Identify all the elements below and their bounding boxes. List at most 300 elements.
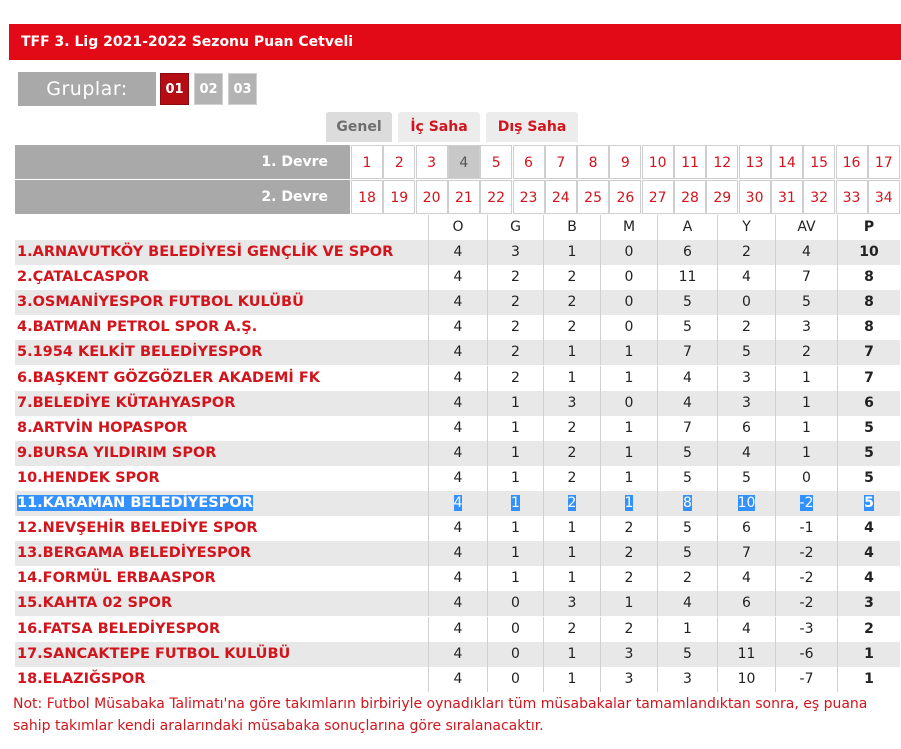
team-name: 5.1954 KELKİT BELEDİYESPOR bbox=[17, 344, 263, 361]
cell-goals-for bbox=[657, 240, 717, 265]
cell-value: 10 bbox=[859, 244, 879, 260]
week-10-button[interactable]: 10 bbox=[642, 145, 674, 179]
team-name: 6.BAŞKENT GÖZGÖZLER AKADEMİ FK bbox=[17, 369, 321, 386]
cell-value: 2 bbox=[567, 419, 577, 436]
cell-value: 4 bbox=[683, 595, 692, 612]
cell-drawn bbox=[543, 240, 600, 265]
week-29-button[interactable]: 29 bbox=[706, 180, 738, 214]
column-header-played: O bbox=[428, 215, 487, 240]
cell-value: 0 bbox=[511, 620, 520, 637]
cell-value: 4 bbox=[683, 394, 692, 411]
cell-lost bbox=[600, 315, 657, 340]
cell-played bbox=[428, 642, 487, 667]
table-row bbox=[15, 240, 900, 265]
cell-value: 2 bbox=[567, 444, 577, 461]
column-header-goals-for: A bbox=[657, 215, 717, 240]
cell-played bbox=[428, 315, 487, 340]
table-header bbox=[15, 215, 900, 240]
cell-lost bbox=[600, 240, 657, 265]
week-26-button[interactable]: 26 bbox=[609, 180, 641, 214]
cell-won bbox=[487, 416, 543, 441]
cell-value: 1 bbox=[567, 244, 577, 260]
cell-drawn bbox=[543, 441, 600, 466]
week-20-button[interactable]: 20 bbox=[416, 180, 448, 214]
cell-value: 1 bbox=[802, 419, 811, 436]
cell-value: 2 bbox=[511, 269, 520, 286]
cell-value: 0 bbox=[802, 469, 811, 486]
cell-value: 1 bbox=[624, 419, 634, 436]
cell-points bbox=[837, 265, 900, 290]
group-button-01[interactable]: 01 bbox=[160, 73, 189, 105]
cell-goals-for bbox=[657, 290, 717, 315]
cell-goal-diff bbox=[775, 441, 837, 466]
cell-value: -1 bbox=[799, 520, 814, 537]
cell-value: 4 bbox=[453, 269, 463, 286]
cell-points bbox=[837, 642, 900, 667]
table-row bbox=[15, 491, 900, 516]
cell-value: -2 bbox=[799, 545, 814, 562]
cell-value: 7 bbox=[683, 344, 692, 361]
cell-points bbox=[837, 290, 900, 315]
cell-points bbox=[837, 541, 900, 566]
cell-value: 4 bbox=[453, 469, 463, 486]
table-row bbox=[15, 265, 900, 290]
week-25-button[interactable]: 25 bbox=[577, 180, 609, 214]
cell-played bbox=[428, 340, 487, 365]
team-link[interactable] bbox=[17, 591, 172, 616]
footnote: Not: Futbol Müsabaka Talimatı'na göre takımların birbiriyle oynadıkları tüm müsabakalar tamamlandıktan sonra, eş puana sahip takımlar kendi aralarındaki müsabaka sonuçlarına göre sıralanacaktır. bbox=[13, 696, 868, 734]
cell-lost bbox=[600, 416, 657, 441]
week-16-button[interactable]: 16 bbox=[836, 145, 868, 179]
cell-lost bbox=[600, 491, 657, 516]
cell-won bbox=[487, 642, 543, 667]
cell-value: 5 bbox=[742, 344, 751, 361]
tab-genel[interactable]: Genel bbox=[326, 112, 392, 142]
cell-goals-for bbox=[657, 366, 717, 391]
cell-goal-diff bbox=[775, 566, 837, 591]
cell-goal-diff bbox=[775, 466, 837, 491]
cell-goals-against bbox=[717, 591, 775, 616]
cell-value: 3 bbox=[683, 670, 692, 687]
second-half-label: 2. Devre bbox=[15, 180, 350, 214]
week-30-button[interactable]: 30 bbox=[739, 180, 771, 214]
cell-value: 4 bbox=[802, 244, 811, 260]
team-link[interactable] bbox=[17, 265, 149, 290]
cell-value: 5 bbox=[742, 469, 751, 486]
cell-value: 2 bbox=[567, 495, 577, 511]
cell-lost bbox=[600, 265, 657, 290]
cell-value: 4 bbox=[453, 645, 463, 662]
team-link[interactable] bbox=[17, 240, 393, 265]
cell-lost bbox=[600, 541, 657, 566]
cell-value: 4 bbox=[453, 545, 463, 562]
column-header-lost: M bbox=[600, 215, 657, 240]
cell-goals-for bbox=[657, 516, 717, 541]
cell-value: 4 bbox=[864, 520, 874, 537]
cell-value: 7 bbox=[683, 419, 692, 436]
cell-value: 5 bbox=[864, 469, 874, 486]
week-8-button[interactable]: 8 bbox=[577, 145, 609, 179]
team-name: 16.FATSA BELEDİYESPOR bbox=[17, 620, 221, 637]
cell-goals-against bbox=[717, 340, 775, 365]
cell-drawn bbox=[543, 516, 600, 541]
cell-value: 1 bbox=[511, 520, 520, 537]
week-33-button[interactable]: 33 bbox=[836, 180, 868, 214]
table-row bbox=[15, 617, 900, 642]
cell-goal-diff bbox=[775, 591, 837, 616]
cell-played bbox=[428, 667, 487, 692]
team-link[interactable] bbox=[17, 340, 262, 365]
cell-goal-diff bbox=[775, 491, 837, 516]
week-17-button[interactable]: 17 bbox=[868, 145, 900, 179]
cell-value: 6 bbox=[742, 595, 751, 612]
cell-value: 1 bbox=[864, 645, 874, 662]
cell-drawn bbox=[543, 265, 600, 290]
cell-points bbox=[837, 466, 900, 491]
cell-goals-against bbox=[717, 466, 775, 491]
cell-played bbox=[428, 441, 487, 466]
cell-value: 0 bbox=[624, 294, 634, 311]
cell-value: 3 bbox=[742, 369, 751, 386]
tab-dis-saha[interactable]: Dış Saha bbox=[486, 112, 578, 142]
cell-value: -2 bbox=[799, 495, 814, 511]
cell-goals-against bbox=[717, 566, 775, 591]
cell-drawn bbox=[543, 416, 600, 441]
cell-lost bbox=[600, 642, 657, 667]
week-23-button[interactable]: 23 bbox=[513, 180, 545, 214]
cell-value: 2 bbox=[624, 520, 634, 537]
cell-goal-diff bbox=[775, 667, 837, 692]
cell-lost bbox=[600, 516, 657, 541]
cell-value: 2 bbox=[567, 269, 577, 286]
week-2-button[interactable]: 2 bbox=[383, 145, 415, 179]
cell-value: 11 bbox=[737, 645, 756, 662]
first-half-label: 1. Devre bbox=[15, 145, 350, 179]
week-3-button[interactable]: 3 bbox=[416, 145, 448, 179]
cell-value: 4 bbox=[453, 244, 463, 260]
cell-points bbox=[837, 617, 900, 642]
cell-value: 4 bbox=[453, 444, 463, 461]
cell-goals-for bbox=[657, 340, 717, 365]
cell-value: 4 bbox=[453, 570, 463, 587]
cell-value: 7 bbox=[864, 369, 874, 386]
cell-value: 5 bbox=[864, 495, 874, 511]
cell-goal-diff bbox=[775, 265, 837, 290]
week-9-button[interactable]: 9 bbox=[609, 145, 641, 179]
week-6-button[interactable]: 6 bbox=[513, 145, 545, 179]
cell-value: 0 bbox=[511, 595, 520, 612]
cell-points bbox=[837, 667, 900, 692]
table-row bbox=[15, 340, 900, 365]
cell-points bbox=[837, 491, 900, 516]
cell-won bbox=[487, 290, 543, 315]
cell-value: 3 bbox=[511, 244, 520, 260]
cell-goals-against bbox=[717, 290, 775, 315]
cell-value: 4 bbox=[453, 394, 463, 411]
cell-value: 2 bbox=[567, 319, 577, 336]
table-row bbox=[15, 315, 900, 340]
cell-value: 2 bbox=[864, 620, 874, 637]
table-row bbox=[15, 466, 900, 491]
cell-value: 4 bbox=[453, 369, 463, 386]
cell-value: 4 bbox=[742, 620, 751, 637]
cell-goals-against bbox=[717, 541, 775, 566]
cell-value: 3 bbox=[802, 319, 811, 336]
cell-value: 1 bbox=[624, 369, 634, 386]
cell-goals-for bbox=[657, 491, 717, 516]
team-link[interactable] bbox=[17, 466, 160, 491]
cell-won bbox=[487, 591, 543, 616]
team-link[interactable] bbox=[17, 516, 258, 541]
table-row bbox=[15, 516, 900, 541]
cell-value: 1 bbox=[567, 570, 577, 587]
cell-value: 1 bbox=[567, 545, 577, 562]
cell-value: 1 bbox=[567, 369, 577, 386]
cell-value: 3 bbox=[864, 595, 874, 612]
column-header-goals-against: Y bbox=[717, 215, 775, 240]
week-7-button[interactable]: 7 bbox=[545, 145, 577, 179]
cell-points bbox=[837, 516, 900, 541]
cell-value: 1 bbox=[802, 394, 811, 411]
team-link[interactable] bbox=[17, 617, 220, 642]
team-link[interactable] bbox=[17, 667, 145, 692]
cell-value: 4 bbox=[453, 319, 463, 336]
team-name: 18.ELAZIĞSPOR bbox=[17, 670, 146, 687]
cell-value: -3 bbox=[799, 620, 814, 637]
team-link[interactable] bbox=[17, 366, 320, 391]
cell-value: 8 bbox=[683, 495, 692, 511]
cell-value: 4 bbox=[453, 419, 463, 436]
cell-won bbox=[487, 516, 543, 541]
cell-won bbox=[487, 667, 543, 692]
week-18-button[interactable]: 18 bbox=[351, 180, 383, 214]
cell-goal-diff bbox=[775, 240, 837, 265]
team-link[interactable] bbox=[17, 315, 257, 340]
cell-value: 1 bbox=[802, 369, 811, 386]
week-28-button[interactable]: 28 bbox=[674, 180, 706, 214]
cell-played bbox=[428, 265, 487, 290]
cell-value: 4 bbox=[742, 570, 751, 587]
cell-value: 1 bbox=[624, 595, 634, 612]
cell-goals-for bbox=[657, 566, 717, 591]
team-link[interactable] bbox=[17, 391, 235, 416]
cell-goals-for bbox=[657, 642, 717, 667]
cell-value: 6 bbox=[742, 419, 751, 436]
cell-won bbox=[487, 265, 543, 290]
cell-drawn bbox=[543, 642, 600, 667]
cell-value: 0 bbox=[624, 319, 634, 336]
cell-goal-diff bbox=[775, 315, 837, 340]
cell-goals-for bbox=[657, 541, 717, 566]
cell-drawn bbox=[543, 617, 600, 642]
cell-value: 1 bbox=[511, 394, 520, 411]
week-14-button[interactable]: 14 bbox=[771, 145, 803, 179]
team-link[interactable] bbox=[17, 441, 216, 466]
cell-drawn bbox=[543, 541, 600, 566]
team-name: 1.ARNAVUTKÖY BELEDİYESİ GENÇLİK VE SPOR bbox=[17, 244, 394, 260]
cell-played bbox=[428, 566, 487, 591]
group-button-03[interactable]: 03 bbox=[228, 73, 257, 105]
cell-points bbox=[837, 315, 900, 340]
cell-value: 5 bbox=[802, 294, 811, 311]
team-name: 15.KAHTA 02 SPOR bbox=[17, 595, 173, 612]
cell-value: 2 bbox=[511, 369, 520, 386]
cell-value: 0 bbox=[511, 670, 520, 687]
week-15-button[interactable]: 15 bbox=[803, 145, 835, 179]
cell-value: 10 bbox=[737, 670, 756, 687]
week-22-button[interactable]: 22 bbox=[480, 180, 512, 214]
week-31-button[interactable]: 31 bbox=[771, 180, 803, 214]
cell-goals-for bbox=[657, 416, 717, 441]
cell-value: 4 bbox=[864, 545, 874, 562]
week-1-button[interactable]: 1 bbox=[351, 145, 383, 179]
cell-lost bbox=[600, 441, 657, 466]
cell-value: 1 bbox=[624, 344, 634, 361]
cell-played bbox=[428, 617, 487, 642]
cell-value: 1 bbox=[567, 670, 577, 687]
cell-value: 4 bbox=[864, 570, 874, 587]
cell-value: 5 bbox=[683, 319, 692, 336]
cell-played bbox=[428, 416, 487, 441]
cell-value: 1 bbox=[511, 419, 520, 436]
cell-drawn bbox=[543, 466, 600, 491]
cell-won bbox=[487, 240, 543, 265]
team-name: 13.BERGAMA BELEDİYESPOR bbox=[17, 545, 252, 562]
cell-played bbox=[428, 366, 487, 391]
cell-drawn bbox=[543, 667, 600, 692]
cell-value: 1 bbox=[624, 444, 634, 461]
week-21-button[interactable]: 21 bbox=[448, 180, 480, 214]
week-32-button[interactable]: 32 bbox=[803, 180, 835, 214]
cell-lost bbox=[600, 466, 657, 491]
cell-goals-against bbox=[717, 265, 775, 290]
cell-goal-diff bbox=[775, 416, 837, 441]
cell-goals-against bbox=[717, 366, 775, 391]
cell-value: 2 bbox=[742, 244, 751, 260]
cell-points bbox=[837, 340, 900, 365]
team-link[interactable] bbox=[17, 416, 188, 441]
cell-goals-for bbox=[657, 315, 717, 340]
cell-value: 2 bbox=[511, 294, 520, 311]
cell-goals-against bbox=[717, 642, 775, 667]
cell-drawn bbox=[543, 566, 600, 591]
cell-points bbox=[837, 566, 900, 591]
cell-points bbox=[837, 441, 900, 466]
cell-value: 5 bbox=[683, 520, 692, 537]
cell-value: 5 bbox=[864, 419, 874, 436]
cell-value: 7 bbox=[864, 344, 874, 361]
cell-value: 5 bbox=[864, 444, 874, 461]
cell-value: 1 bbox=[624, 469, 634, 486]
cell-drawn bbox=[543, 315, 600, 340]
week-34-button[interactable]: 34 bbox=[868, 180, 900, 214]
cell-points bbox=[837, 240, 900, 265]
team-link[interactable] bbox=[17, 290, 304, 315]
cell-value: 1 bbox=[511, 469, 520, 486]
cell-goals-against bbox=[717, 516, 775, 541]
cell-value: 8 bbox=[864, 269, 874, 286]
table-row bbox=[15, 642, 900, 667]
cell-value: 6 bbox=[742, 520, 751, 537]
cell-points bbox=[837, 591, 900, 616]
cell-played bbox=[428, 391, 487, 416]
cell-goals-for bbox=[657, 441, 717, 466]
cell-value: 2 bbox=[624, 620, 634, 637]
week-4-button[interactable]: 4 bbox=[448, 145, 480, 179]
cell-value: 1 bbox=[864, 670, 874, 687]
week-12-button[interactable]: 12 bbox=[706, 145, 738, 179]
cell-value: 1 bbox=[683, 620, 692, 637]
cell-value: 4 bbox=[453, 595, 463, 612]
tab-ic-saha[interactable]: İç Saha bbox=[398, 112, 480, 142]
cell-value: 4 bbox=[453, 520, 463, 537]
table-row bbox=[15, 366, 900, 391]
cell-value: 0 bbox=[742, 294, 751, 311]
cell-value: 11 bbox=[678, 269, 697, 286]
cell-lost bbox=[600, 366, 657, 391]
cell-lost bbox=[600, 591, 657, 616]
team-name: 10.HENDEK SPOR bbox=[17, 469, 160, 486]
cell-won bbox=[487, 340, 543, 365]
team-link[interactable] bbox=[17, 491, 253, 516]
week-11-button[interactable]: 11 bbox=[674, 145, 706, 179]
cell-value: -6 bbox=[799, 645, 814, 662]
cell-value: 4 bbox=[453, 495, 463, 511]
cell-goals-for bbox=[657, 466, 717, 491]
team-link[interactable] bbox=[17, 566, 216, 591]
week-13-button[interactable]: 13 bbox=[739, 145, 771, 179]
cell-goals-for bbox=[657, 391, 717, 416]
cell-goal-diff bbox=[775, 340, 837, 365]
cell-goals-against bbox=[717, 667, 775, 692]
table-row bbox=[15, 566, 900, 591]
team-name: 8.ARTVİN HOPASPOR bbox=[17, 419, 188, 436]
cell-value: 4 bbox=[742, 269, 751, 286]
cell-value: 2 bbox=[624, 545, 634, 562]
cell-played bbox=[428, 591, 487, 616]
cell-value: 1 bbox=[511, 545, 520, 562]
table-row bbox=[15, 416, 900, 441]
week-5-button[interactable]: 5 bbox=[480, 145, 512, 179]
cell-value: 5 bbox=[683, 444, 692, 461]
column-header-drawn: B bbox=[543, 215, 600, 240]
cell-value: 1 bbox=[567, 520, 577, 537]
cell-goal-diff bbox=[775, 516, 837, 541]
cell-value: 2 bbox=[567, 294, 577, 311]
cell-value: 3 bbox=[567, 595, 577, 612]
cell-value: 5 bbox=[683, 545, 692, 562]
cell-value: 6 bbox=[683, 244, 692, 260]
cell-goals-for bbox=[657, 617, 717, 642]
team-name: 3.OSMANİYESPOR FUTBOL KULÜBÜ bbox=[17, 294, 304, 311]
cell-value: 1 bbox=[567, 344, 577, 361]
cell-won bbox=[487, 541, 543, 566]
group-button-02[interactable]: 02 bbox=[194, 73, 223, 105]
cell-value: 1 bbox=[567, 645, 577, 662]
cell-value: 1 bbox=[511, 495, 520, 511]
week-19-button[interactable]: 19 bbox=[383, 180, 415, 214]
cell-won bbox=[487, 315, 543, 340]
week-27-button[interactable]: 27 bbox=[642, 180, 674, 214]
week-24-button[interactable]: 24 bbox=[545, 180, 577, 214]
team-link[interactable] bbox=[17, 541, 251, 566]
cell-lost bbox=[600, 667, 657, 692]
cell-value: 3 bbox=[624, 645, 634, 662]
cell-goals-for bbox=[657, 667, 717, 692]
team-link[interactable] bbox=[17, 642, 290, 667]
column-header-won: G bbox=[487, 215, 543, 240]
cell-points bbox=[837, 416, 900, 441]
